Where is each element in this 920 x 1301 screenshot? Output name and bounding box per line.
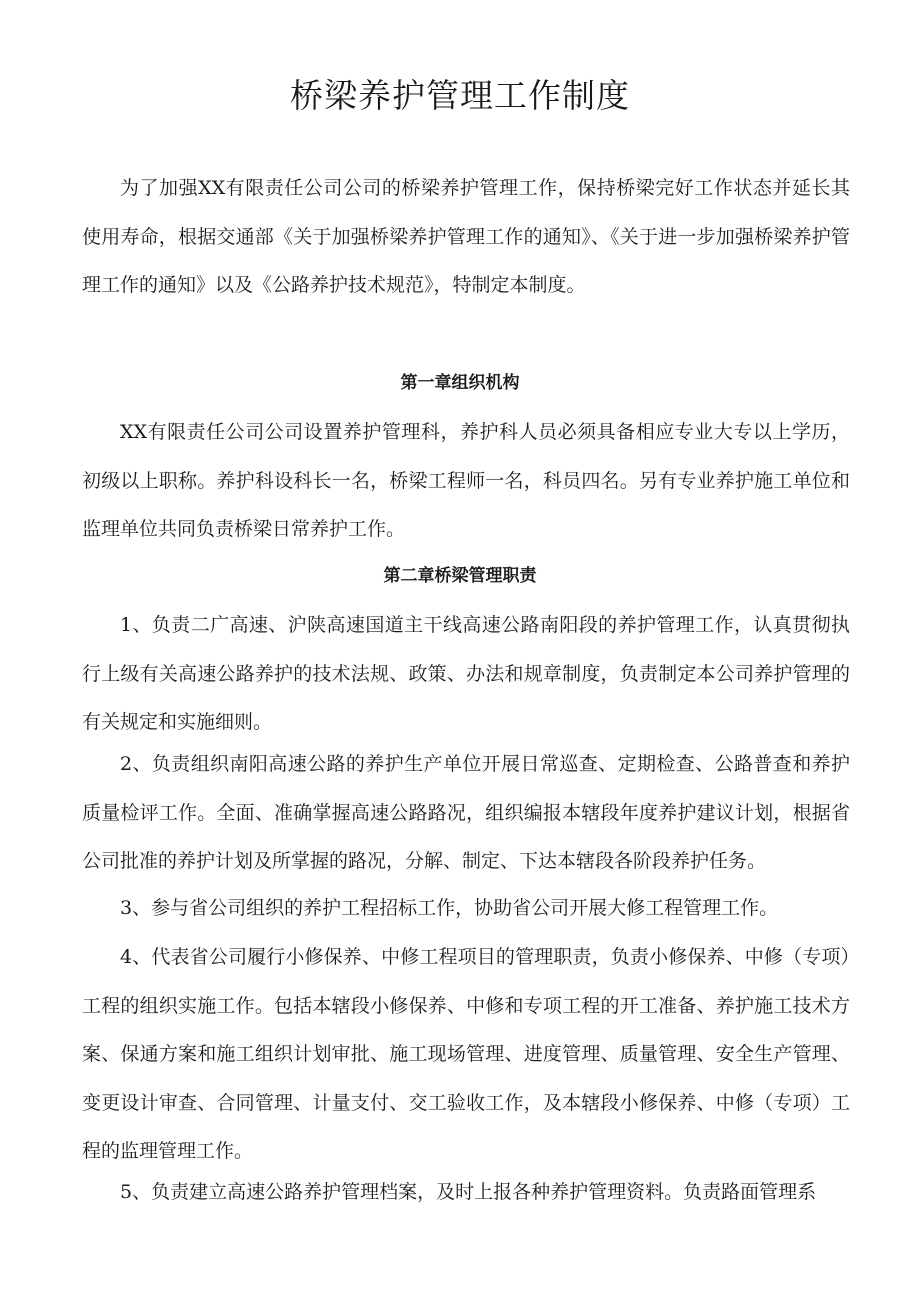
duty-item-5: 5、负责建立高速公路养护管理档案，及时上报各种养护管理资料。负责路面管理系 (120, 1181, 817, 1203)
chapter-1-heading: 第一章组织机构 (400, 373, 520, 393)
duty-item-2: 2、负责组织南阳高速公路的养护生产单位开展日常巡查、定期检查、公路普查和养护质量检评工作。全面、准确掌握高速公路路况，组织编报本辖段年度养护建议计划，根据省公司批准的养护计划及所掌握的路况，分解、制定、下达本辖段各阶段养护任务。 (82, 753, 850, 872)
document-title: 桥梁养护管理工作制度 (290, 76, 630, 115)
chapter-1-paragraph: XX有限责任公司公司设置养护管理科，养护科人员必须具备相应专业大专以上学历，初级以上职称。养护科设科长一名，桥梁工程师一名，科员四名。另有专业养护施工单位和监理单位共同负责桥梁日常养护工作。 (82, 421, 850, 540)
chapter-2-heading: 第二章桥梁管理职责 (383, 566, 537, 586)
duty-item-1: 1、负责二广高速、沪陕高速国道主干线高速公路南阳段的养护管理工作，认真贯彻执行上级有关高速公路养护的技术法规、政策、办法和规章制度，负责制定本公司养护管理的有关规定和实施细则。 (82, 614, 850, 733)
duty-item-3: 3、参与省公司组织的养护工程招标工作，协助省公司开展大修工程管理工作。 (120, 897, 779, 919)
duty-item-4: 4、代表省公司履行小修保养、中修工程项目的管理职责，负责小修保养、中修（专项）工程的组织实施工作。包括本辖段小修保养、中修和专项工程的开工准备、养护施工技术方案、保通方案和施工组织计划审批、施工现场管理、进度管理、质量管理、安全生产管理、变更设计审查、合同管理、计量支付、交工验收工作，及本辖段小修保养、中修（专项）工程的监理管理工作。 (82, 946, 850, 1162)
intro-paragraph: 为了加强XX有限责任公司公司的桥梁养护管理工作，保持桥梁完好工作状态并延长其使用寿命，根据交通部《关于加强桥梁养护管理工作的通知》、《关于进一步加强桥梁养护管理工作的通知》以及《公路养护技术规范》，特制定本制度。 (82, 177, 850, 296)
